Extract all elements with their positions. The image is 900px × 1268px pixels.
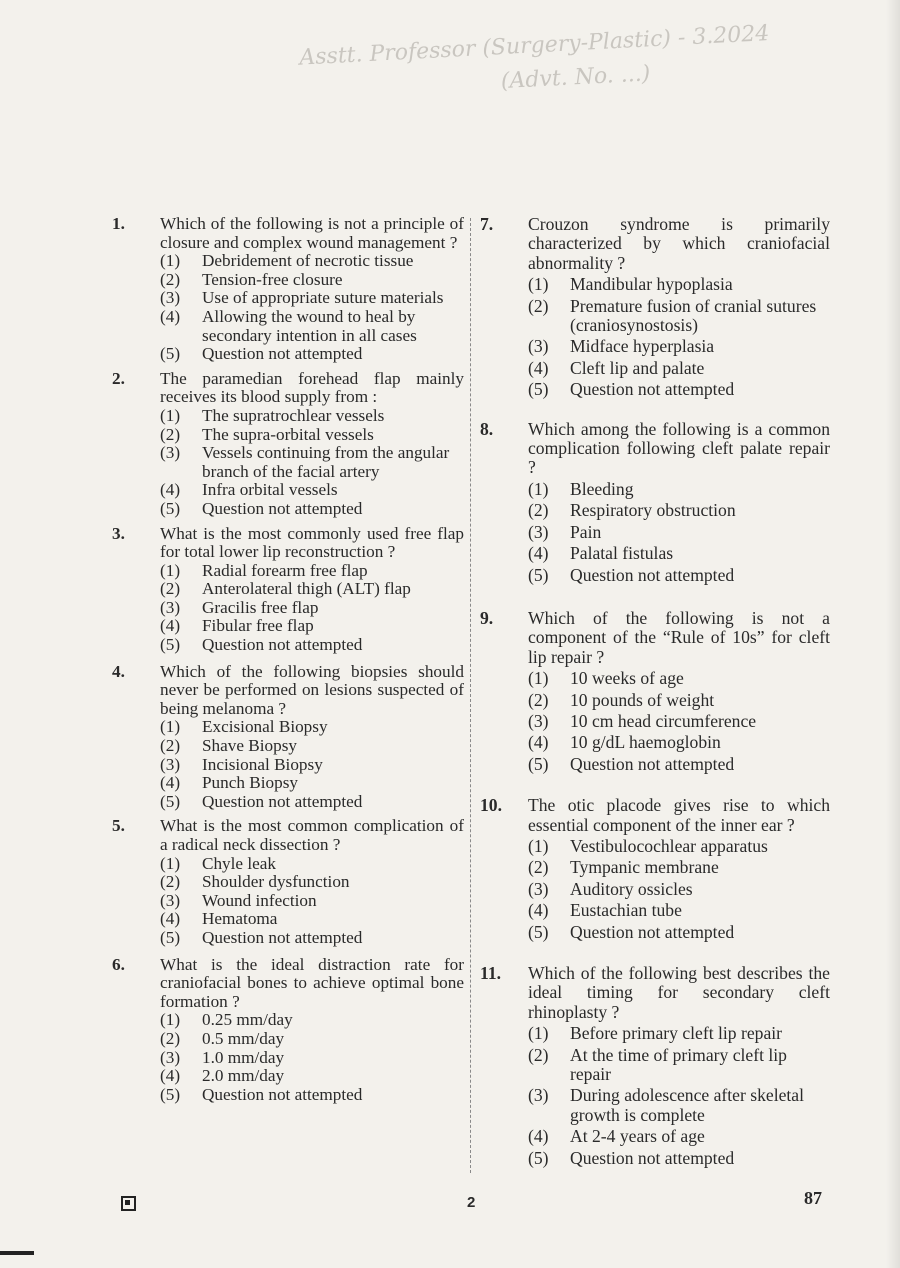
option xyxy=(528,359,830,378)
option-number: (4) xyxy=(160,909,181,929)
question-text: Which of the following biopsies should never be performed on lesions suspected of being melanoma ? xyxy=(160,661,464,718)
option xyxy=(160,252,464,271)
question-number: 10. xyxy=(480,795,502,816)
option-list xyxy=(528,275,830,399)
option-text: Question not attempted xyxy=(202,635,363,655)
question-number: 8. xyxy=(480,418,494,439)
option-text: Fibular free flap xyxy=(202,616,314,636)
option xyxy=(528,1024,830,1043)
option-text: Premature fusion of cranial sutures (craniosynostosis) xyxy=(570,295,817,336)
registration-square-icon xyxy=(121,1196,136,1211)
option-number: (3) xyxy=(160,754,181,774)
option-number: (4) xyxy=(528,357,549,378)
margin-tick-mark xyxy=(0,1251,34,1255)
question-text: What is the ideal distraction rate for craniofacial bones to achieve optimal bone formation ? xyxy=(160,954,464,1011)
option-text: Question not attempted xyxy=(202,1084,363,1104)
option xyxy=(160,407,464,426)
option-text: Radial forearm free flap xyxy=(202,560,368,580)
option xyxy=(160,500,464,519)
question-number: 1. xyxy=(112,214,125,233)
option-number: (4) xyxy=(160,616,181,636)
option-list xyxy=(528,669,830,774)
option xyxy=(160,289,464,308)
question-9 xyxy=(480,609,830,774)
option-list xyxy=(160,562,464,655)
option xyxy=(528,858,830,877)
option-number: (4) xyxy=(160,306,181,326)
option-number: (1) xyxy=(528,835,549,856)
option-text: Question not attempted xyxy=(570,1147,735,1168)
option xyxy=(528,566,830,585)
option xyxy=(528,544,830,563)
page-number: 2 xyxy=(467,1194,476,1211)
option xyxy=(160,1086,464,1105)
option-number: (5) xyxy=(160,635,181,655)
option-text: Bleeding xyxy=(570,478,634,499)
option-text: Infra orbital vessels xyxy=(202,480,338,500)
option xyxy=(528,1086,830,1125)
question-text: Which of the following best describes the ideal timing for secondary cleft rhinoplasty ? xyxy=(528,963,830,1022)
option-text: Before primary cleft lip repair xyxy=(570,1023,783,1044)
option xyxy=(528,733,830,752)
option-number: (2) xyxy=(160,872,181,892)
option xyxy=(528,755,830,774)
option-text: Hematoma xyxy=(202,909,278,929)
question-text: Which of the following is not a component of the “Rule of 10s” for cleft lip repair ? xyxy=(528,607,830,667)
option-text: At the time of primary cleft lip repair xyxy=(570,1044,787,1085)
option xyxy=(160,929,464,948)
handwritten-note xyxy=(298,8,821,115)
option xyxy=(160,1011,464,1030)
option-number: (4) xyxy=(528,900,549,921)
question-number: 9. xyxy=(480,607,494,628)
option xyxy=(528,380,830,399)
option xyxy=(528,1149,830,1168)
option xyxy=(160,636,464,655)
option-text: Question not attempted xyxy=(570,564,735,585)
option-list xyxy=(528,837,830,942)
option-number: (5) xyxy=(160,344,181,364)
option-number: (3) xyxy=(160,1047,181,1067)
question-1 xyxy=(112,215,464,364)
option-number: (3) xyxy=(160,443,181,463)
question-number: 3. xyxy=(112,523,125,543)
question-text: The paramedian forehead flap mainly receives its blood supply from : xyxy=(160,368,464,407)
option-number: (5) xyxy=(528,379,549,400)
option xyxy=(528,901,830,920)
question-number: 2. xyxy=(112,368,125,388)
option xyxy=(528,923,830,942)
option xyxy=(160,345,464,364)
question-text: What is the most commonly used free flap for total lower lip reconstruction ? xyxy=(160,523,464,562)
question-number: 5. xyxy=(112,816,125,836)
option xyxy=(160,599,464,618)
question-10 xyxy=(480,796,830,942)
option xyxy=(160,426,464,445)
option xyxy=(160,774,464,793)
option-number: (1) xyxy=(160,405,181,425)
option-number: (5) xyxy=(160,927,181,947)
option-text: 10 cm head circumference xyxy=(570,710,757,731)
question-number: 7. xyxy=(480,214,494,234)
option xyxy=(160,580,464,599)
option-text: 10 weeks of age xyxy=(570,668,684,689)
option-text: Allowing the wound to heal by secondary intention in all cases xyxy=(202,306,417,345)
option xyxy=(528,523,830,542)
option xyxy=(160,1049,464,1068)
question-11 xyxy=(480,964,830,1168)
option-number: (4) xyxy=(160,773,181,793)
option xyxy=(160,481,464,500)
question-text: Which of the following is not a principle of closure and complex wound management ? xyxy=(160,214,464,252)
option-number: (5) xyxy=(528,1147,549,1168)
option-number: (5) xyxy=(528,753,549,774)
option-number: (5) xyxy=(160,791,181,811)
option-text: Question not attempted xyxy=(570,921,735,942)
option xyxy=(528,691,830,710)
option-number: (4) xyxy=(528,732,549,753)
option xyxy=(528,669,830,688)
option-text: Cleft lip and palate xyxy=(570,357,705,378)
question-7 xyxy=(480,215,830,400)
option-text: Debridement of necrotic tissue xyxy=(202,251,414,271)
option-number: (1) xyxy=(160,251,181,271)
option-number: (2) xyxy=(528,1044,549,1065)
option-number: (1) xyxy=(528,1023,549,1044)
question-4 xyxy=(112,663,464,812)
option-text: Mandibular hypoplasia xyxy=(570,274,733,295)
right-column xyxy=(480,215,830,1168)
option-number: (1) xyxy=(160,1010,181,1030)
option-list xyxy=(528,480,830,585)
option xyxy=(528,337,830,356)
option-text: Question not attempted xyxy=(202,344,363,364)
question-text: The otic placode gives rise to which essential component of the inner ear ? xyxy=(528,795,830,835)
option xyxy=(160,756,464,775)
option-text: Question not attempted xyxy=(202,791,363,811)
option-number: (4) xyxy=(528,543,549,564)
option-text: Auditory ossicles xyxy=(570,878,693,899)
option-text: 2.0 mm/day xyxy=(202,1066,285,1086)
question-text: What is the most common complication of a radical neck dissection ? xyxy=(160,816,464,854)
option-text: Vessels continuing from the angular branch of the facial artery xyxy=(202,443,450,481)
option xyxy=(528,1046,830,1085)
option xyxy=(160,793,464,812)
option-number: (1) xyxy=(528,274,549,295)
option-text: Question not attempted xyxy=(570,753,735,774)
option-text: Question not attempted xyxy=(570,379,735,400)
option-text: 0.25 mm/day xyxy=(202,1010,293,1030)
question-2 xyxy=(112,370,464,519)
option-list xyxy=(160,1011,464,1104)
option xyxy=(528,712,830,731)
option xyxy=(160,308,464,345)
option-number: (2) xyxy=(528,857,549,878)
option-text: Shoulder dysfunction xyxy=(202,872,350,892)
question-number: 6. xyxy=(112,954,125,974)
option-text: 0.5 mm/day xyxy=(202,1028,285,1048)
option-number: (5) xyxy=(160,498,181,518)
option-number: (4) xyxy=(160,480,181,500)
option-text: Anterolateral thigh (ALT) flap xyxy=(202,579,411,599)
column-divider xyxy=(470,218,471,1173)
option-number: (5) xyxy=(528,564,549,585)
option xyxy=(160,1067,464,1086)
option-text: 1.0 mm/day xyxy=(202,1047,285,1067)
option-text: The supratrochlear vessels xyxy=(202,405,385,425)
left-column xyxy=(112,215,464,1104)
option-text: Palatal fistulas xyxy=(570,543,674,564)
question-text: Crouzon syndrome is primarily characterized by which craniofacial abnormality ? xyxy=(528,214,830,273)
option-text: Tympanic membrane xyxy=(570,857,719,878)
booklet-code: 87 xyxy=(804,1188,822,1208)
option-number: (2) xyxy=(528,295,549,316)
option-number: (4) xyxy=(528,1126,549,1147)
option-text: Chyle leak xyxy=(202,853,276,873)
option-list xyxy=(160,718,464,811)
option-number: (2) xyxy=(160,736,181,756)
option xyxy=(160,873,464,892)
option-text: Gracilis free flap xyxy=(202,597,319,617)
option xyxy=(160,910,464,929)
option-number: (3) xyxy=(528,710,549,731)
option-list xyxy=(160,855,464,948)
question-6 xyxy=(112,956,464,1105)
option-list xyxy=(160,407,464,519)
option-number: (1) xyxy=(160,717,181,737)
option xyxy=(528,297,830,336)
question-5 xyxy=(112,817,464,947)
option-number: (3) xyxy=(528,521,549,542)
option xyxy=(528,275,830,294)
option-text: At 2-4 years of age xyxy=(570,1126,705,1147)
option-number: (2) xyxy=(160,1028,181,1048)
option-text: Tension-free closure xyxy=(202,269,343,289)
option-number: (2) xyxy=(528,500,549,521)
option xyxy=(160,892,464,911)
handwritten-note-line-1: Asstt. Professor (Surgery-Plastic) - 3.2024 xyxy=(298,21,770,71)
option-text: During adolescence after skeletal growth is complete xyxy=(570,1085,804,1125)
option xyxy=(528,880,830,899)
option-text: Question not attempted xyxy=(202,498,363,518)
option-number: (2) xyxy=(160,424,181,444)
option xyxy=(160,737,464,756)
option-number: (3) xyxy=(528,336,549,357)
option-list xyxy=(528,1024,830,1168)
question-number: 11. xyxy=(480,963,502,983)
option-text: Question not attempted xyxy=(202,927,363,947)
option xyxy=(528,501,830,520)
question-number: 4. xyxy=(112,661,125,681)
option-text: Incisional Biopsy xyxy=(202,754,323,774)
option-text: Shave Biopsy xyxy=(202,736,298,756)
option-number: (1) xyxy=(528,478,549,499)
option-number: (2) xyxy=(160,269,181,289)
option-text: Respiratory obstruction xyxy=(570,500,736,521)
option-text: Vestibulocochlear apparatus xyxy=(570,835,768,856)
option-number: (5) xyxy=(160,1084,181,1104)
option-number: (2) xyxy=(528,689,549,710)
option-number: (2) xyxy=(160,579,181,599)
option-text: 10 pounds of weight xyxy=(570,689,715,710)
option-text: Pain xyxy=(570,521,602,542)
option-list xyxy=(160,252,464,364)
option xyxy=(160,271,464,290)
option-number: (3) xyxy=(528,878,549,899)
option-text: Punch Biopsy xyxy=(202,773,298,793)
option xyxy=(160,1030,464,1049)
scan-shadow xyxy=(886,0,900,1268)
option-text: The supra-orbital vessels xyxy=(202,424,374,444)
option xyxy=(160,562,464,581)
option xyxy=(160,718,464,737)
option-number: (1) xyxy=(528,668,549,689)
option xyxy=(160,617,464,636)
option-text: Wound infection xyxy=(202,890,317,910)
option-number: (3) xyxy=(160,890,181,910)
option xyxy=(528,480,830,499)
option-number: (1) xyxy=(160,853,181,873)
option-number: (1) xyxy=(160,560,181,580)
question-3 xyxy=(112,525,464,655)
option xyxy=(160,855,464,874)
option-text: Eustachian tube xyxy=(570,900,682,921)
option-text: Use of appropriate suture materials xyxy=(202,288,444,308)
option xyxy=(528,837,830,856)
option-text: 10 g/dL haemoglobin xyxy=(570,732,721,753)
option xyxy=(160,444,464,481)
option-number: (3) xyxy=(160,597,181,617)
option-text: Midface hyperplasia xyxy=(570,336,715,357)
option xyxy=(528,1127,830,1146)
question-text: Which among the following is a common complication following cleft palate repair ? xyxy=(528,418,830,478)
option-number: (3) xyxy=(528,1085,549,1106)
question-8 xyxy=(480,420,830,585)
option-text: Excisional Biopsy xyxy=(202,717,328,737)
handwritten-note-line-2: (Advt. No. ...) xyxy=(500,61,651,95)
option-number: (5) xyxy=(528,921,549,942)
option-number: (4) xyxy=(160,1066,181,1086)
option-number: (3) xyxy=(160,288,181,308)
